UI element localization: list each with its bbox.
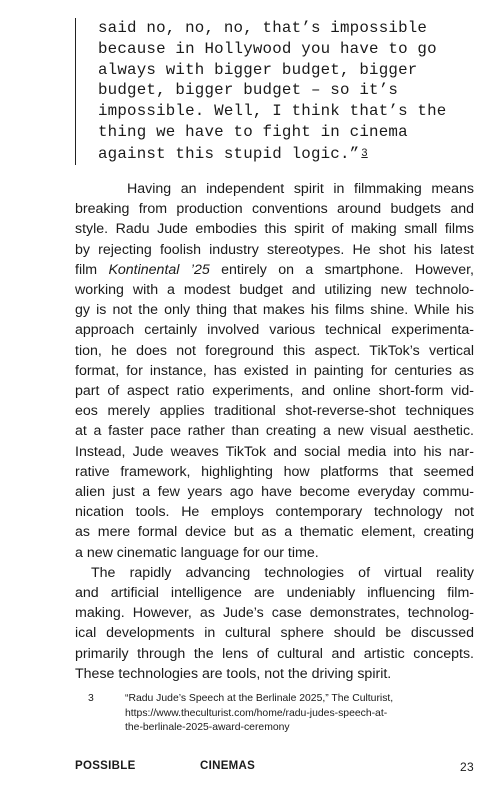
text-line: Having an independent spirit in filmmaking means [127,181,474,197]
quote-line: always with bigger budget, bigger [98,60,418,79]
quote-line: because in Hollywood you have to go [98,39,437,58]
footnote-number: 3 [88,693,94,704]
text-line: by rejecting foolish industry stereotypes. He shot his latest [75,241,474,258]
text-line-with-film-title [75,260,474,280]
text-line: a new cinematic language for our time. [75,544,319,561]
page-footer [75,760,474,776]
text-line: alien just a few years ago have become everyday commu- [75,484,474,501]
footnote-reference-link[interactable]: 3 [361,146,368,159]
quote-line-last [98,143,500,165]
text-line: rative framework, highlighting how platforms that seemed [75,463,474,480]
footer-running-title-middle: CINEMAS [200,760,256,772]
text-line: making. However, as Jude’s case demonstrates, technolog- [75,605,474,622]
body-text [75,179,474,684]
text-line: eos merely applies traditional shot-reverse-shot techniques [75,403,474,420]
text-line: approach certainly involved various technical experimenta- [75,322,474,339]
text-segment: film [75,261,109,278]
text-line: Instead, Jude weaves TikTok and social media into his nar- [75,443,474,460]
block-quote [75,18,500,165]
footnote-url-line[interactable]: https://www.theculturist.com/home/radu-judes-speech-at- [125,707,388,719]
text-line: The rapidly advancing technologies of virtual reality [91,564,474,581]
text-line: as mere formal device but as a thematic element, creating [75,524,474,541]
quote-line: said no, no, no, that’s impossible [98,19,428,37]
text-line: working with a modest budget and utilizing new technolo- [75,282,474,299]
paragraph-1 [75,179,474,563]
text-line: style. Radu Jude embodies this spirit of making small films [75,221,474,238]
footnote-url-line[interactable]: the-berlinale-2025-award-ceremony [125,722,290,733]
text-line: breaking from production conventions around budgets and [75,201,474,218]
footnote-text [125,692,485,736]
paragraph-2 [75,563,474,684]
quote-line: thing we have to fight in cinema [98,122,408,141]
footnote-line: “Radu Jude’s Speech at the Berlinale 2025,” The Culturist, [125,693,394,704]
text-line: at a faster pace rather than creating a new visual aesthetic. [75,423,474,440]
text-line: nication tools. He employs contemporary technology not [75,504,474,521]
page-number: 23 [460,760,474,774]
text-line: tion, he does not foreground this aspect. TikTok’s vertical [75,342,474,359]
quote-line: budget, bigger budget – so it’s [98,81,399,100]
film-title: Kontinental ’25 [108,261,210,278]
quote-line-text: against this stupid logic.” [98,144,360,163]
text-line: These technologies are tools, not the driving spirit. [75,665,392,682]
text-line: gy is not the only thing that makes his films shine. While his [75,302,474,319]
text-line: primarily through the lens of cultural and artistic concepts. [75,645,474,662]
footer-running-title-left: POSSIBLE [75,760,136,772]
quote-line: impossible. Well, I think that’s the [98,102,447,121]
text-line: format, for instance, has existed in painting for centuries as [75,362,474,379]
text-line: ical developments in cultural sphere should be discussed [75,625,474,642]
text-line: part of aspect ratio experiments, and online short-form vid- [75,383,474,400]
text-line: and artificial intelligence are undeniably influencing film- [75,585,474,602]
text-segment: entirely on a smartphone. However, [209,261,474,278]
